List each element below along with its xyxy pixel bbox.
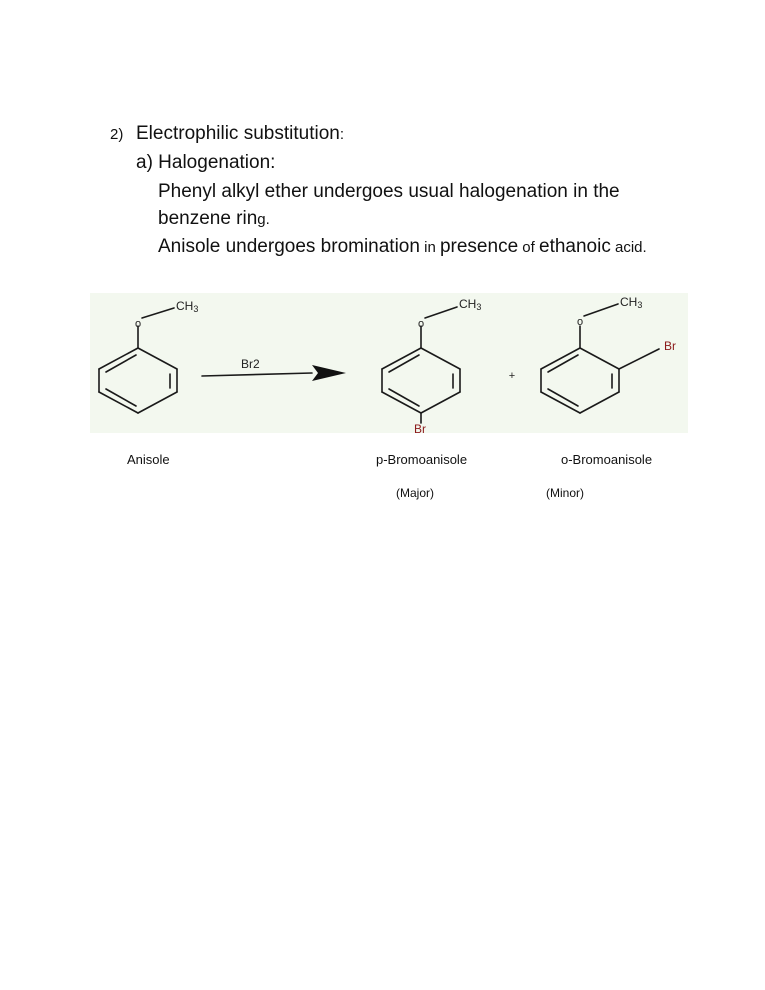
subsection-heading: a) Halogenation: [136, 152, 276, 173]
oxygen-label: o [417, 318, 425, 330]
paragraph-line-3: Anisole undergoes bromination in presence of ethanoic acid. [158, 236, 647, 257]
methyl-label: CH3 [459, 297, 482, 312]
paragraph-line-1: Phenyl alkyl ether undergoes usual halogenation in the [158, 181, 620, 202]
section-title: Electrophilic substitution [136, 123, 340, 144]
caption-o-bromoanisole: o-Bromoanisole [561, 452, 653, 467]
caption-anisole: Anisole [127, 452, 170, 467]
bromine-label: Br [414, 422, 426, 433]
methyl-label: CH3 [176, 299, 199, 314]
section-heading [136, 124, 344, 143]
arrow-head [312, 365, 346, 381]
methyl-label: CH3 [620, 295, 643, 310]
reaction-scheme-svg [90, 293, 688, 433]
oxygen-label: o [576, 316, 584, 328]
reagent-label: Br2 [241, 357, 260, 371]
plus-sign: + [508, 370, 516, 382]
section-number: 2) [110, 126, 124, 143]
reaction-scheme [90, 293, 688, 433]
caption-minor: (Minor) [546, 486, 584, 500]
caption-major: (Major) [396, 486, 434, 500]
bromine-label: Br [664, 339, 676, 353]
section-title-colon: : [339, 126, 344, 143]
o-bromoanisole-structure [541, 304, 659, 413]
paragraph-line-2: benzene ring. [158, 208, 270, 229]
oxygen-label: o [134, 318, 142, 330]
caption-p-bromoanisole: p-Bromoanisole [376, 452, 468, 467]
reaction-arrow [202, 373, 312, 376]
